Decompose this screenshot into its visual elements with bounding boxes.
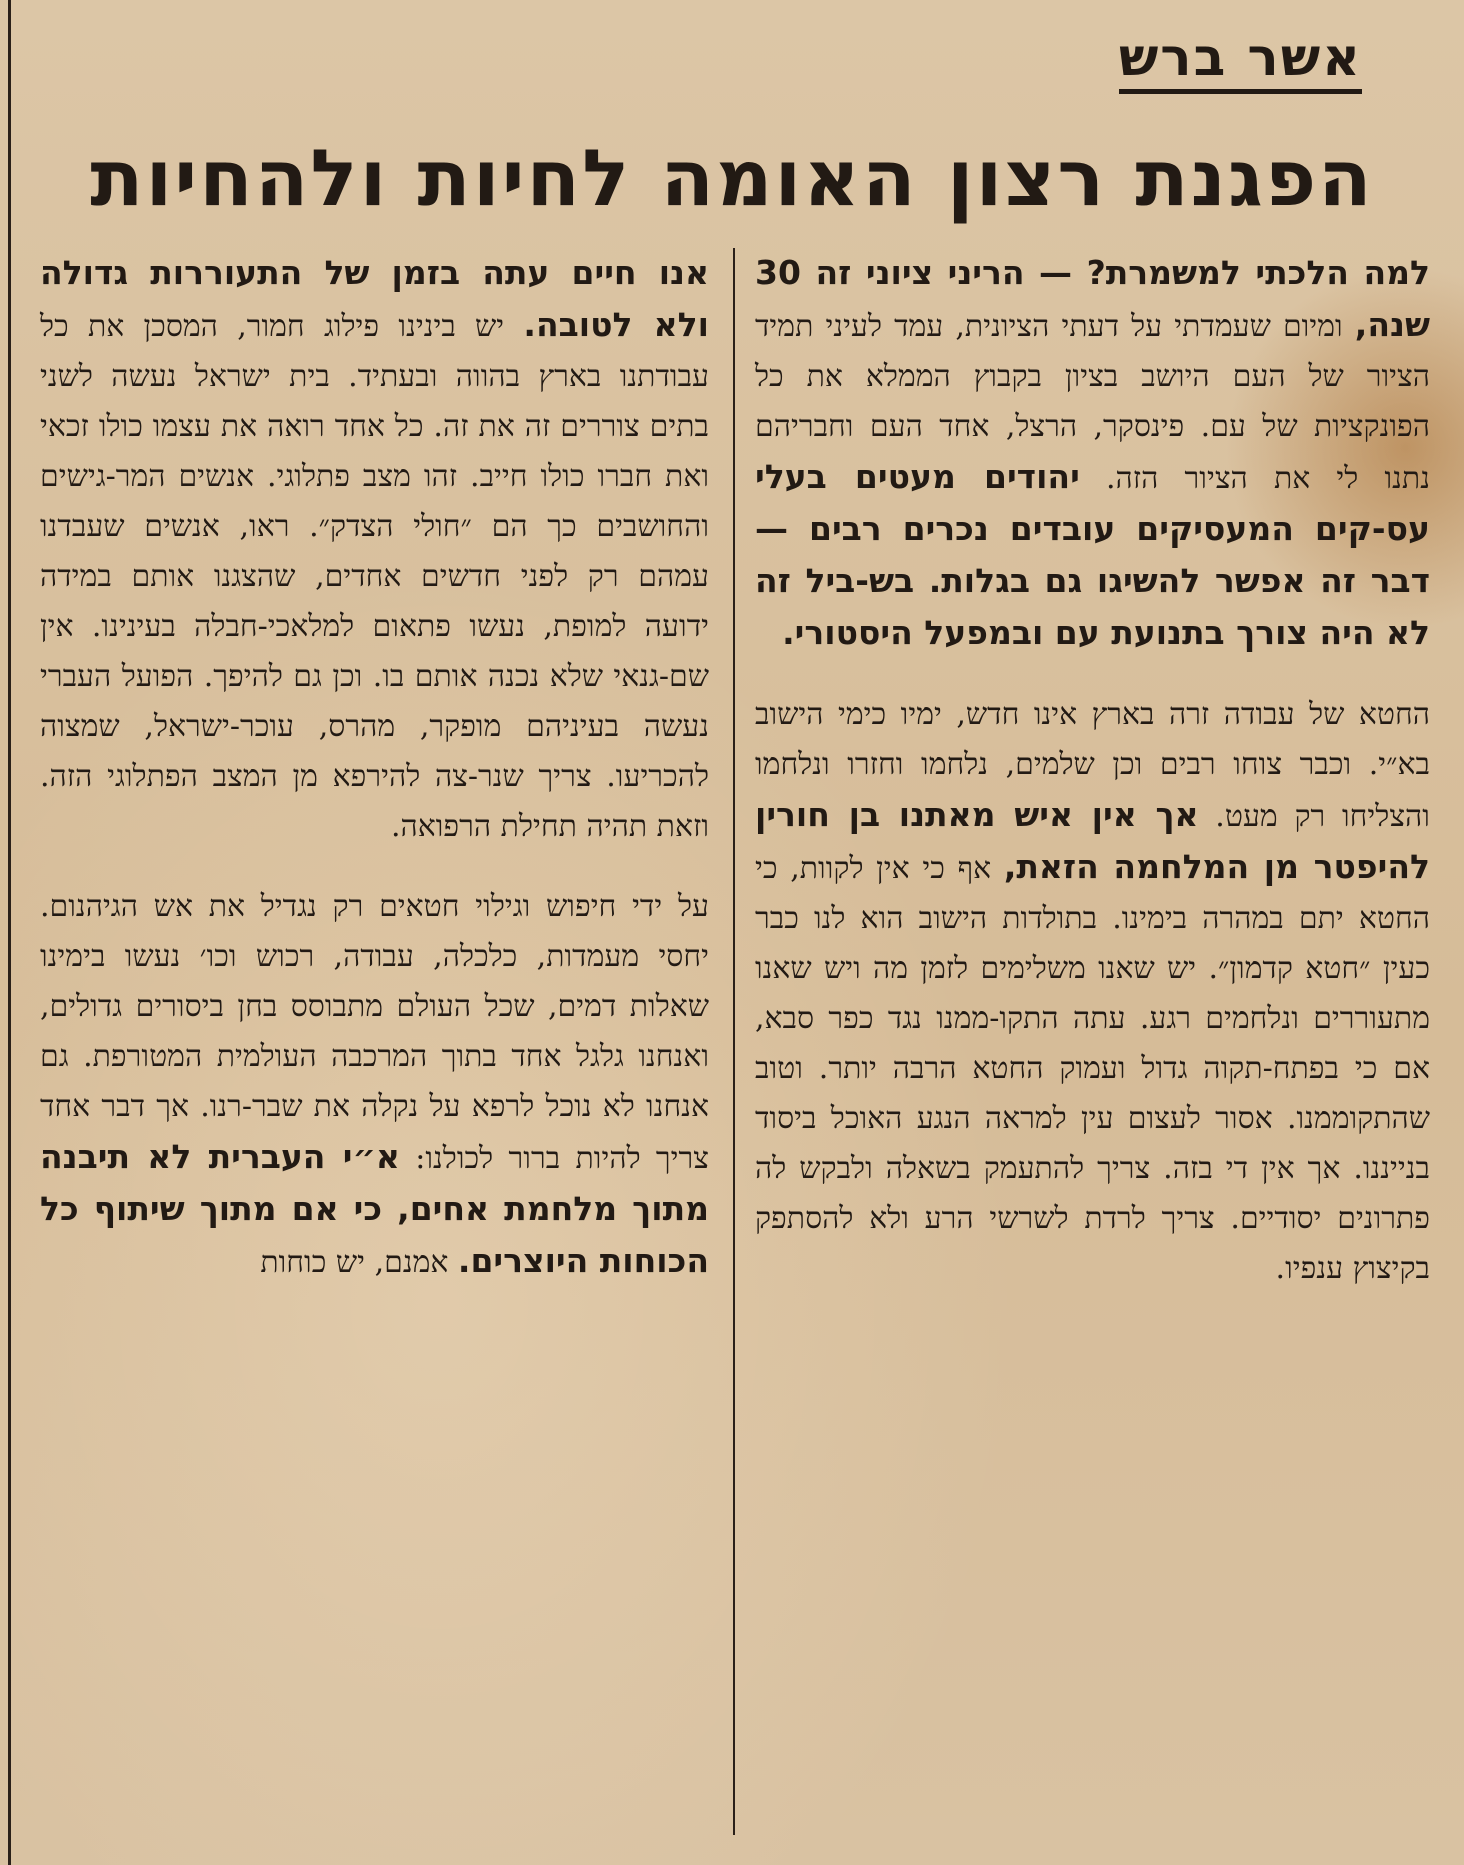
paragraph-text: החטא של עבודה זרה בארץ אינו חדש, ימיו כימי הישוב בא״י. וכבר צוחו רבים וכן שלמים, נלחמו וחזרו ונלחמו והצליחו רק מעט. bbox=[755, 697, 1430, 834]
article-body bbox=[26, 248, 1444, 1835]
paragraph-emphasis-bold: א״י העברית לא תיבנה מתוך מלחמת אחים, כי אם מתוך שיתוף כל הכוחות היוצרים. bbox=[40, 1137, 709, 1280]
paragraph-lead-bold: למה הלכתי למשמרת? — הריני ציוני זה 30 שנה, bbox=[755, 253, 1430, 344]
paragraph-emphasis-bold: אך אין איש מאתנו בן חורין להיפטר מן המלחמה הזאת, bbox=[755, 795, 1430, 886]
paragraph-text: יש בינינו פילוג חמור, המסכן את כל עבודתנו בארץ בהווה ובעתיד. בית ישראל נעשה לשני בתים צוררים זה את זה. כל אחד רואה את עצמו כולו זכאי ואת חברו כולו חייב. זהו מצב פתלוגי. אנשים המר-גישים והחושבים כך הם ״חולי הצדק״. ראו, אנשים שעבדנו עמהם רק לפני חדשים אחדים, שהצגנו אותם במידה ידועה למופת, נעשו פתאום למלאכי-חבלה בעינינו. אין שם-גנאי שלא נכנה אותם בו. וכן גם להיפך. הפועל העברי נעשה בעיניהם מופקר, מהרס, עוכר-ישראל, שמצוה להכריעו. צריך שנר-צה להירפא מן המצב הפתלוגי הזה. וזאת תהיה תחילת הרפואה. bbox=[40, 309, 709, 844]
paragraph bbox=[40, 248, 709, 852]
column-rule-left-edge bbox=[8, 0, 11, 1865]
article-column-right bbox=[735, 248, 1444, 1835]
paragraph bbox=[755, 690, 1430, 1294]
paragraph-text: על ידי חיפוש וגילוי חטאים רק נגדיל את אש הגיהנום. יחסי מעמדות, כלכלה, עבודה, רכוש וכו׳ נעשו בימינו שאלות דמים, שכל העולם מתבוסס בחן ביסורים גדולים, ואנחנו גלגל אחד בתוך המרכבה העולמית המטורפת. גם אנחנו לא נוכל לרפא על נקלה את שבר-רנו. אך דבר אחד צריך להיות ברור לכולנו: bbox=[40, 889, 709, 1176]
paragraph-text: אמנם, יש כוחות bbox=[260, 1245, 449, 1280]
article-headline: הפגנת רצון האומה לחיות ולהחיות bbox=[90, 134, 1374, 224]
paragraph-emphasis-bold: יהודים מעטים בעלי עס-קים המעסיקים עובדים נכרים רבים — דבר זה אפשר להשיגו גם בגלות. בש-ביל זה לא היה צורך בתנועת עם ובמפעל היסטורי. bbox=[755, 457, 1430, 652]
paragraph-text: ומיום שעמדתי על דעתי הציונית, עמד לעיני תמיד הציור של העם היושב בציון בקבוץ הממלא את כל הפונקציות של עם. פינסקר, הרצל, אחד העם וחבריהם נתנו לי את הציור הזה. bbox=[755, 309, 1430, 496]
article-header bbox=[14, 0, 1450, 240]
paragraph bbox=[40, 882, 709, 1288]
paragraph bbox=[755, 248, 1430, 660]
paragraph-lead-bold: אנו חיים עתה בזמן של התעוררות גדולה ולא לטובה. bbox=[40, 253, 709, 344]
paragraph-text: אף כי אין לקוות, כי החטא יתם במהרה בימינו. בתולדות הישוב הוא לנו כבר כעין ״חטא קדמון״. יש שאנו משלימים לזמן מה ויש שאנו מתעוררים ונלחמים רגע. עתה התקו-ממנו נגד כפר סבא, אם כי בפתח-תקוה גדול ועמוק החטא הרבה יותר. וטוב שהתקוממנו. אסור לעצום עין למראה הנגע האוכל ביסוד בנייננו. אך אין די בזה. צריך להתעמק בשאלה ולבקש לה פתרונים יסודיים. צריך לרדת לשרשי הרע ולא להסתפק בקיצוץ ענפיו. bbox=[755, 851, 1430, 1286]
author-byline: אשר ברש bbox=[1119, 30, 1362, 94]
article-column-left bbox=[26, 248, 735, 1835]
